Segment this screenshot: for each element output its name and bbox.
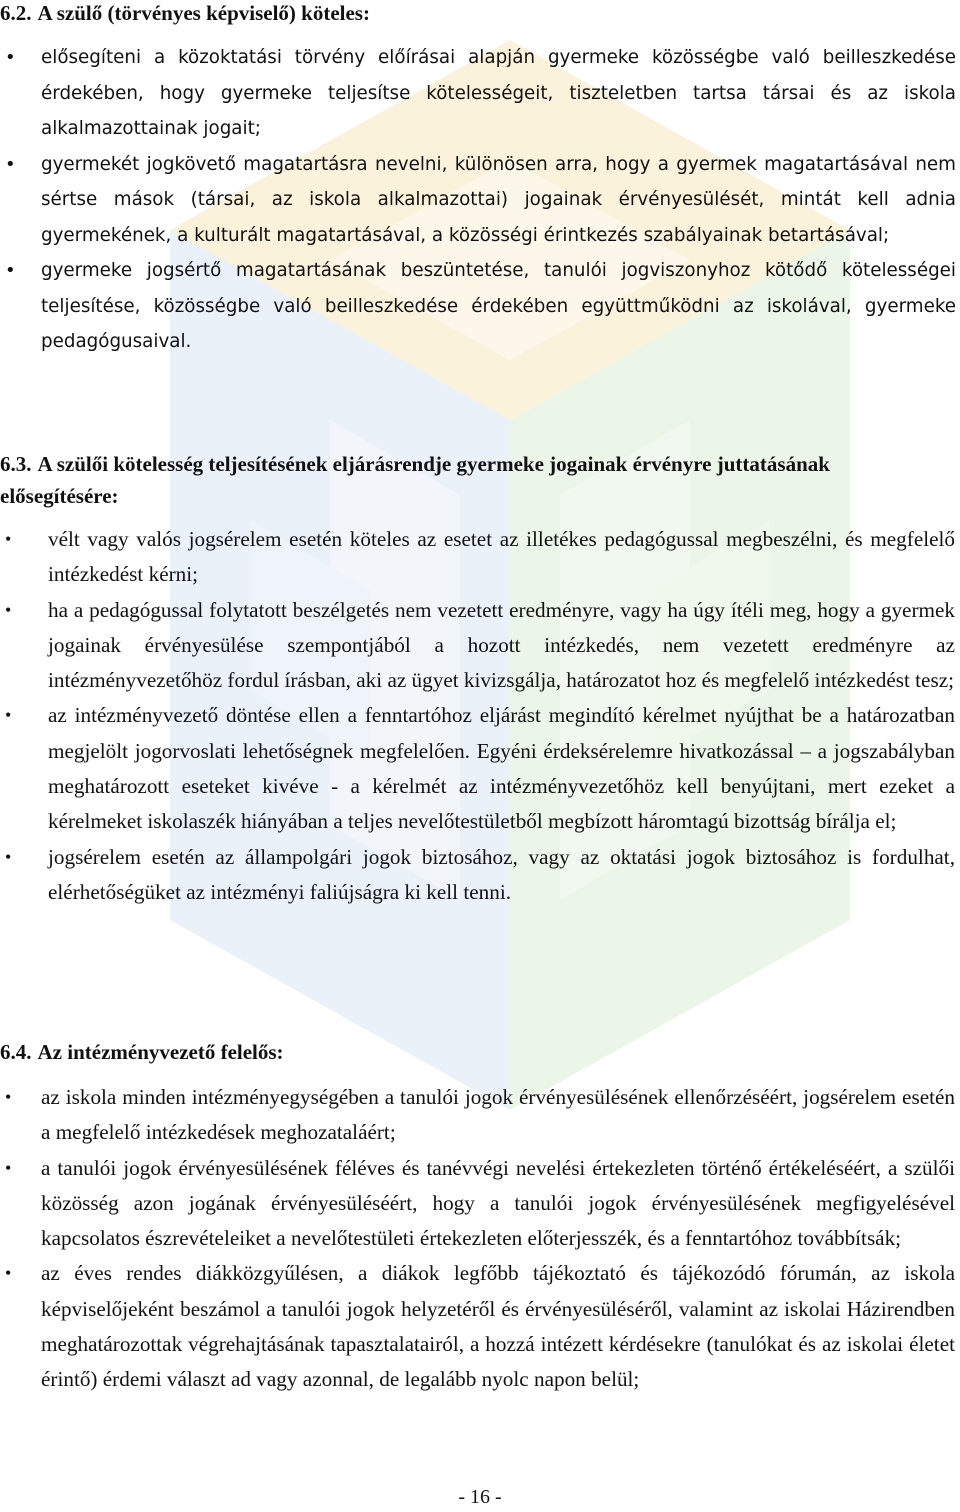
section-title: A szülői kötelesség teljesítésének eljárásrendje gyermeke jogainak érvényre juttatásának elősegítésére: — [0, 452, 830, 508]
bullet-icon: • — [5, 1157, 12, 1178]
list-item: • az iskola minden intézményegységében a tanulói jogok érvényesülésének ellenőrzéséért, jogsérelem esetén a megfelelő intézkedések meghozataláért; — [41, 1080, 955, 1151]
section-heading-6-2 — [0, 0, 370, 30]
section-title: Az intézményvezető felelős: — [37, 1040, 284, 1064]
bullet-icon: • — [5, 529, 12, 549]
bullet-icon: • — [5, 153, 16, 175]
bullet-icon: • — [5, 1087, 12, 1107]
bullet-icon: • — [5, 260, 16, 281]
section-number: 6.4. — [0, 1040, 32, 1064]
section-heading-6-4 — [0, 1035, 284, 1069]
section-number: 6.2. — [0, 1, 32, 25]
list-item: • elősegíteni a közoktatási törvény előírásai alapján gyermeke közösségbe való beilleszkedése érdekében, hogy gyermeke teljesítse kötelességeit, tiszteletben tartsa társai és az iskola alkalmazottainak jogait; — [41, 40, 956, 147]
list-item: • az intézményvezető döntése ellen a fenntartóhoz eljárást megindító kérelmet nyújthat be a határozatban megjelölt jogorvoslati lehetőségnek megfelelően. Egyéni érdeksérelemre hivatkozással – a jogszabályban meghatározott eseteket kivéve - a kérelmét az intézményvezetőhöz kell benyújtani, mert ezeket a kérelmeket iskolaszék hiányában a teljes nevelőtestületből megbízott háromtagú bizottság bírálja el; — [48, 698, 955, 839]
bullet-icon: • — [5, 705, 12, 726]
list-item: • jogsérelem esetén az állampolgári jogok biztosához, vagy az oktatási jogok biztosához is fordulhat, elérhetőségüket az intézményi faliújságra ki kell tenni. — [48, 840, 955, 911]
bullet-icon: • — [5, 846, 12, 867]
bullet-icon: • — [5, 47, 16, 68]
list-item: • az éves rendes diákközgyűlésen, a diákok legfőbb tájékoztató és tájékozódó fórumán, az iskola képviselőjeként beszámol a tanulói jogok helyzetéről és érvényesüléséről, valamint az iskolai Házirendben meghatározottak végrehajtásának tapasztalatairól, a hozzá intézett kérdésekre (tanulókat és az iskolai életet érintő) érdemi választ ad vagy azonnal, de legalább nyolc napon belül; — [41, 1256, 955, 1397]
section-6-2-list — [5, 40, 956, 360]
section-heading-6-3 — [0, 448, 900, 512]
list-item: • vélt vagy valós jogsérelem esetén köteles az esetet az illetékes pedagógussal megbeszélni, és megfelelő intézkedést kérni; — [48, 522, 955, 593]
bullet-icon: • — [5, 1263, 12, 1284]
section-6-4-list — [5, 1080, 955, 1398]
list-item: • gyermekét jogkövető magatartásra nevelni, különösen arra, hogy a gyermek magatartásával nem sértse mások (társai, az iskola alkalmazottai) jogainak érvényesülését, mintát kell adnia gyermekének, a kulturált magatartásával, a közösségi érintkezés szabályainak betartásával; — [41, 147, 956, 254]
list-item: • a tanulói jogok érvényesülésének féléves és tanévvégi nevelési értekezleten történő értékeléséért, a szülői közösség azon jogának érvényesüléséért, hogy a tanulói jogok érvényesülésének megfigyelésével kapcsolatos észrevételeiket a nevelőtestületi értekezleten előterjesszék, és a fenntartóhoz továbbítsák; — [41, 1151, 955, 1257]
section-6-3-list — [5, 522, 955, 910]
bullet-icon: • — [5, 599, 12, 620]
section-number: 6.3. — [0, 452, 32, 476]
list-item: • ha a pedagógussal folytatott beszélgetés nem vezetett eredményre, vagy ha úgy ítéli meg, hogy a gyermek jogainak érvényesülése szempontjából a hozott intézkedés, nem vezetett eredményre az intézményvezetőhöz fordul írásban, aki az ügyet kivizsgálja, határozatot hoz és megfelelő intézkedést tesz; — [48, 593, 955, 699]
page-number: - 16 - — [458, 1486, 502, 1508]
section-title: A szülő (törvényes képviselő) köteles: — [37, 1, 370, 25]
list-item: • gyermeke jogsértő magatartásának beszüntetése, tanulói jogviszonyhoz kötődő kötelességei teljesítése, közösségbe való beilleszkedése érdekében együttműködni az iskolával, gyermeke pedagógusaival. — [41, 253, 956, 360]
